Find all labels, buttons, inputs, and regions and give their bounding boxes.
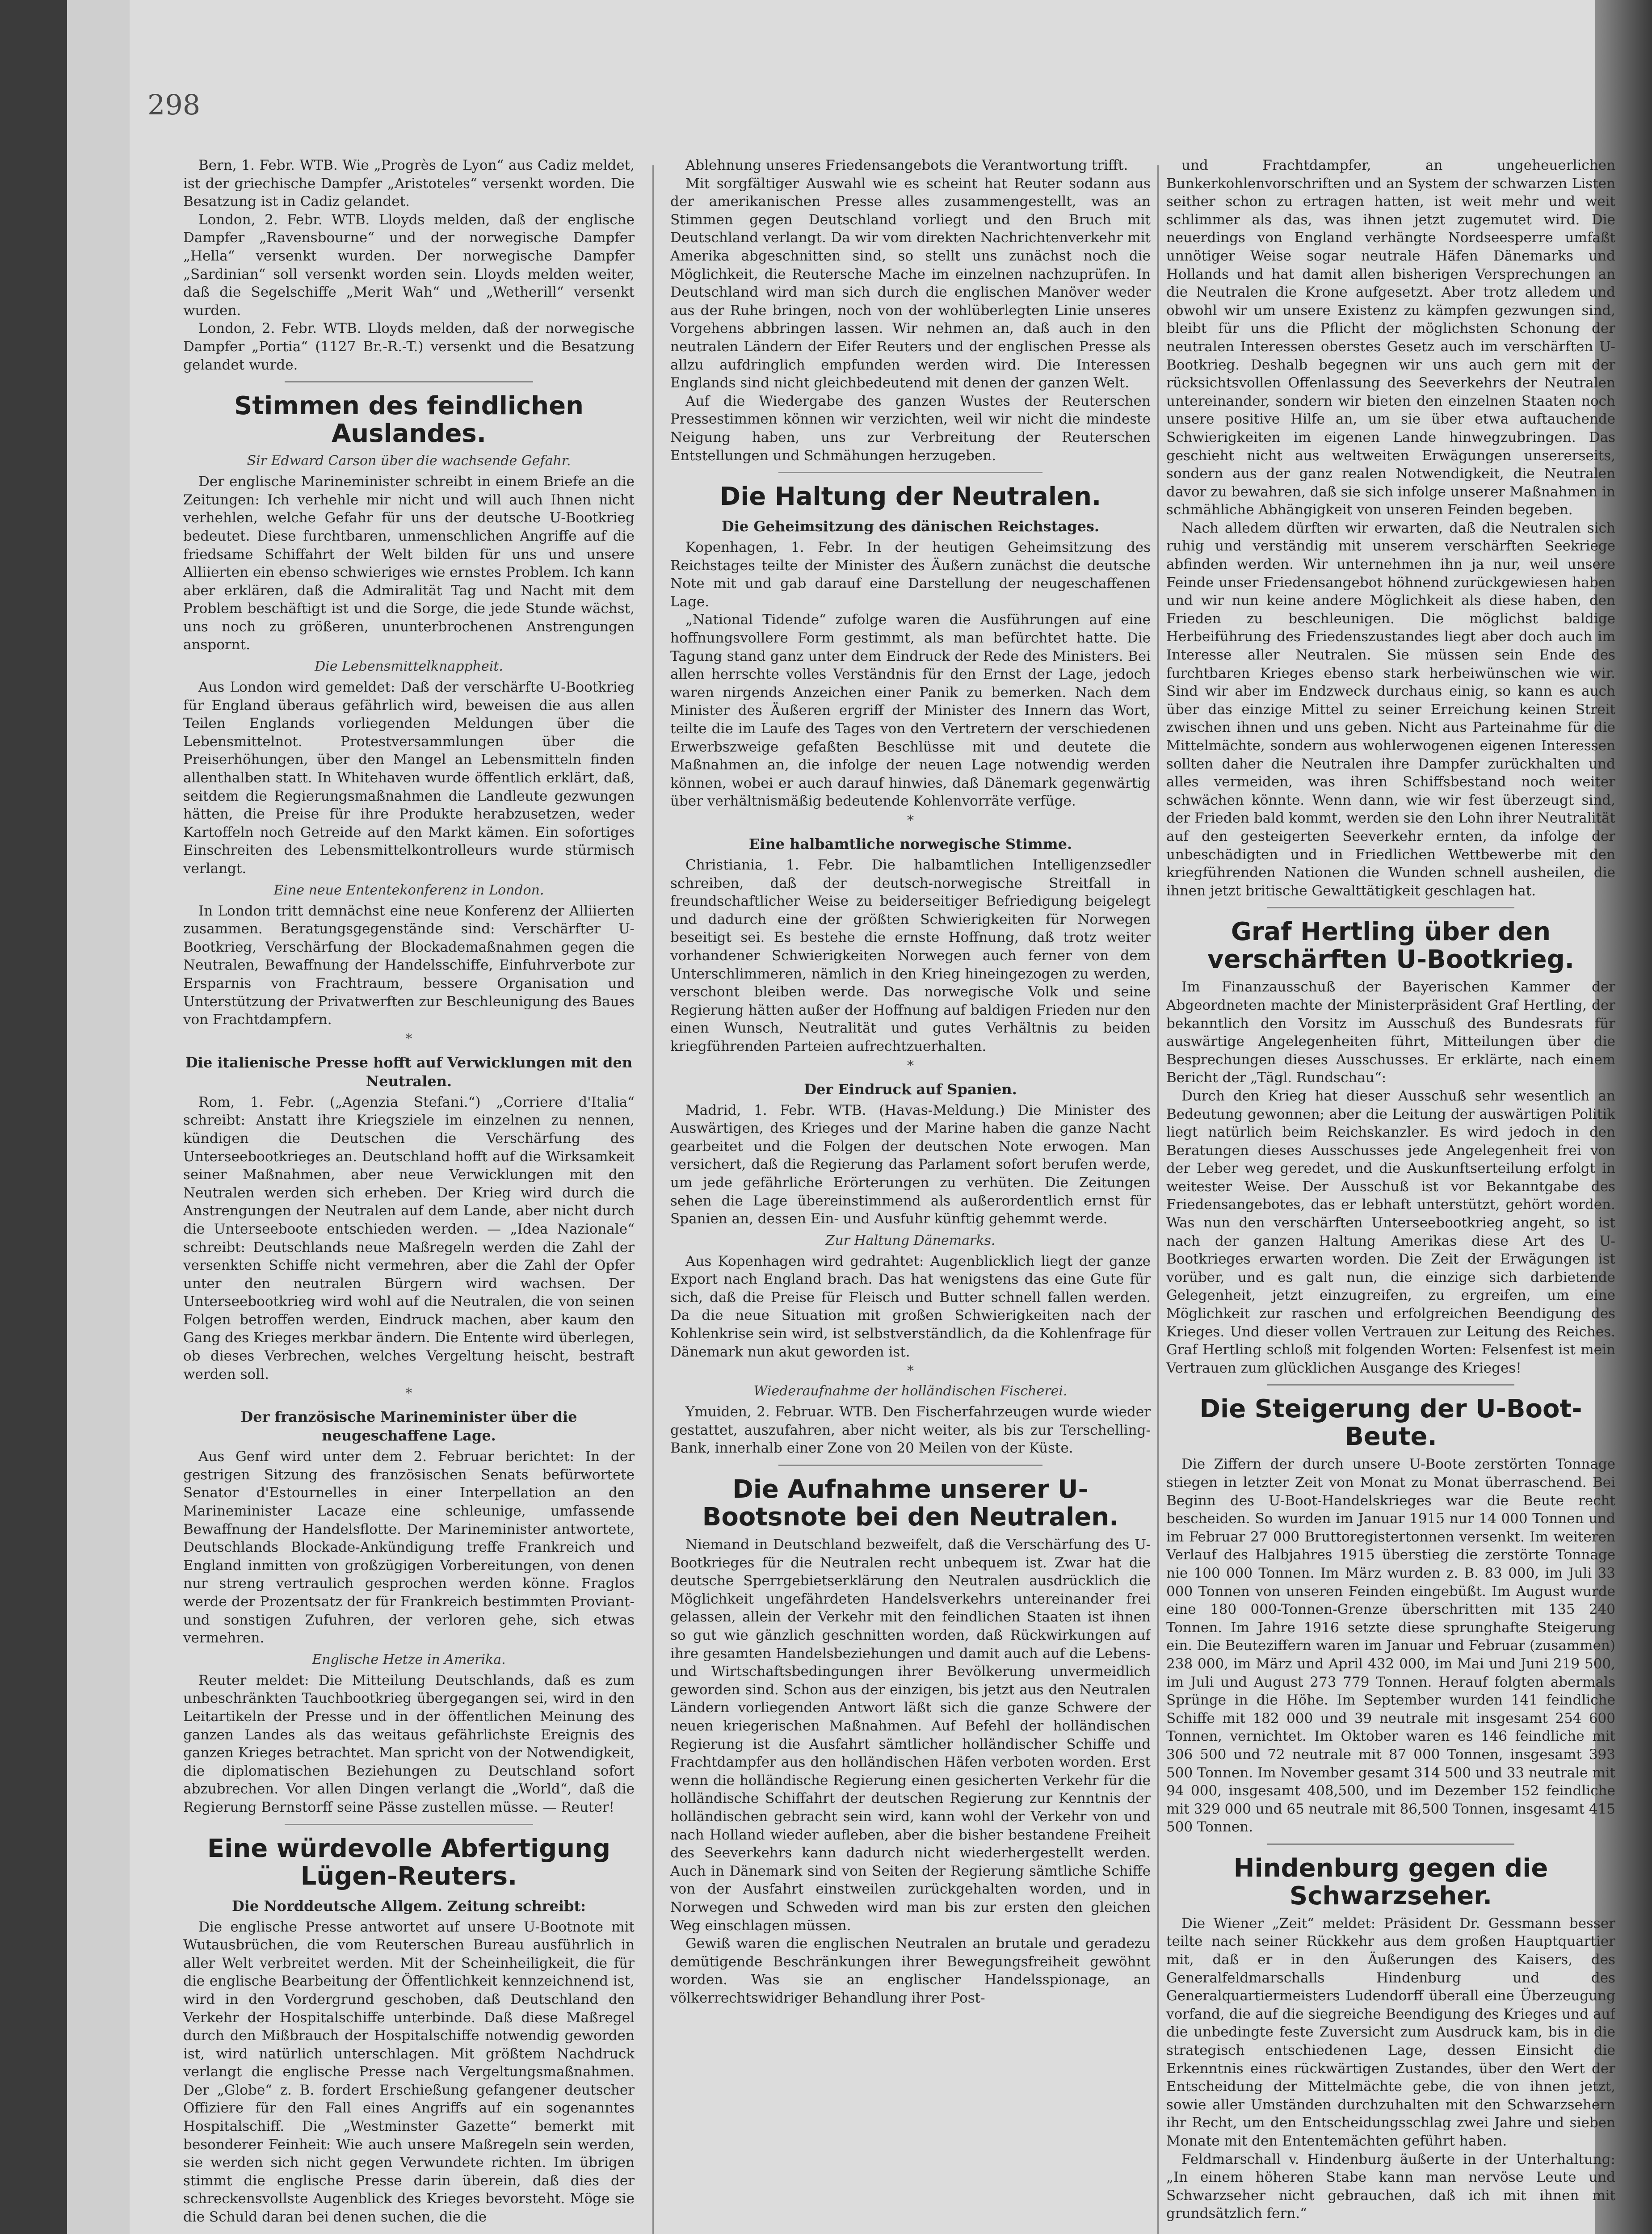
article-paragraph: Im Finanzausschuß der Bayerischen Kammer der Abgeordneten machte der Ministerpräsident Graf Hertling, der bekanntlich den Vorsitz im Ausschuß des Bundesrats für auswärtige Angelegenheiten führt, Mitteilungen über die Besprechungen dieses Ausschusses. Er erklärte, nach einem Bericht der „Tägl. Rundschau“:: [1166, 979, 1615, 1086]
article-paragraph: Durch den Krieg hat dieser Ausschuß sehr wesentlich an Bedeutung gewonnen; aber die Leitung der auswärtigen Politik liegt natürlich beim Reichskanzler. Es wird jedoch in den Beratungen dieses Ausschusses jede Angelegenheit frei von der Leber weg geredet, und die Auskunftserteilung erfolgt in weitester Weise. Der Ausschuß ist vor Bekanntgabe des Friedensangebotes, das er lebhaft unterstützt, gehört worden. Was nun den verschärften Unterseebootkrieg angeht, so ist nach der ganzen Haltung Amerikas diese Art des U-Bootkrieges erwarten worden. Die Zeit der Erwägungen ist vorüber, und es galt nun, die einzige sich darbietende Gelegenheit, jetzt einzugreifen, zu ergreifen, um eine Möglichkeit zur raschen und erfolgreichen Beendigung des Krieges. Und dieser vollen Vertrauen zur Leitung des Reiches. Graf Hertling schloß mit folgenden Worten: Felsenfest ist mein Vertrauen zum glücklichen Ausgange des Krieges!: [1166, 1088, 1615, 1376]
article-headline: Graf Hertling über den verschärften U-Bootkrieg.: [1207, 917, 1574, 974]
article-paragraph: Die Wiener „Zeit“ meldet: Präsident Dr. Gessmann besser teilte nach seiner Rückkehr aus dem großen Hauptquartier mit, daß er in den Äußerungen des Kaisers, des Generalfeldmarschalls Hindenburg und des Generalquartiermeisters Ludendorff überall eine Überzeugung vorfand, die auf die siegreiche Beendigung des Krieges und auf die unbedingte feste Zuversicht zum Ausdruck kam, bis in die strategisch entschiedenen Lage, dessen Einsicht die Erkenntnis eines rückwärtigen Zustandes, über den Wert der Entscheidung der Mittelmächte gebe, die von ihnen jetzt, sowie aller Umständen durchzuhalten mit den Schwarzsehern ihr Recht, um den Entscheidungsschlag zwei Jahre und sieben Monate mit den Ententemächten geführt haben.: [1166, 1915, 1615, 2149]
asterisk-divider: *: [907, 1058, 914, 1074]
article-paragraph: Niemand in Deutschland bezweifelt, daß die Verschärfung des U-Bootkrieges für die Neutralen recht unbequem ist. Zwar hat die deutsche Sperrgebietserklärung den Neutralen ausdrücklich die Möglichkeit ungefährdeten Handelsverkehrs untereinander frei gelassen, allein der Verkehr mit den feindlichen Staaten ist ihnen so gut wie gänzlich geschnitten worden, daß Rückwirkungen auf ihre gesamten Handelsbeziehungen und damit auch auf die Lebens- und Wirtschaftsbedingungen ihrer Bevölkerung unvermeidlich geworden sind. Schon aus der einzigen, bis jetzt aus den Neutralen Ländern vorliegenden Antwort läßt sich die ganze Schwere der neuen kriegerischen Maßnahmen. Auf Befehl der holländischen Regierung ist die Ausfahrt sämtlicher holländischer Schiffe und Frachtdampfer aus den holländischen Häfen verboten worden. Erst wenn die holländische Regierung einen gesicherten Verkehr für die holländische Schiffahrt der deutschen Regierung zur Kenntnis der holländischen gebracht sein wird, kann wohl der Verkehr von und nach Holland wieder aufleben, aber die bisher bestandene Freiheit des Seeverkehrs kann dadurch nicht wiederhergestellt werden. Auch in Dänemark sind von Seiten der Regierung sämtliche Schiffe von der Ausfahrt einstweilen zurückgehalten worden, und in Norwegen und Schweden wird man bis zur ersten den gleichen Weg einschlagen müssen.: [670, 1537, 1151, 1934]
section-separator: [1267, 1843, 1514, 1845]
article-headline: Die Haltung der Neutralen.: [719, 482, 1101, 512]
article-paragraph: London, 2. Febr. WTB. Lloyds melden, daß der norwegische Dampfer „Portia“ (1127 Br.-R.-T.) versenkt und die Besatzung gelandet wurde.: [183, 320, 635, 373]
article-paragraph: Aus London wird gemeldet: Daß der verschärfte U-Bootkrieg für England überaus gefährlich wird, beweisen die aus allen Teilen Englands vorliegenden Meldungen über die Lebensmittelnot. Protestversammlungen über die Preiserhöhungen, über den Mangel an Lebensmitteln finden allenthalben statt. In Whitehaven wurde öffentlich erklärt, daß, seitdem die Regierungsmaßnahmen die Landleute gezwungen hätten, die Preise für ihre Produkte herabzusetzen, weder Kartoffeln noch Getreide auf den Markt kämen. Ein sofortiges Einschreiten des Lebensmittelkontrolleurs wurde stürmisch verlangt.: [183, 679, 635, 877]
article-paragraph: Madrid, 1. Febr. WTB. (Havas-Meldung.) Die Minister des Auswärtigen, des Krieges und der Marine haben die ganze Nacht gearbeitet und die Folgen der deutschen Note erwogen. Man versichert, daß die Regierung das Parlament sofort berufen werde, um jede gefährliche Erörterungen zu verhüten. Die Zeitungen sehen die Lage übereinstimmend als außerordentlich ernst für Spanien an, dessen Ein- und Ausfuhr künftig gehemmt werde.: [670, 1102, 1151, 1227]
asterisk-divider: *: [405, 1031, 412, 1047]
article-paragraph: Mit sorgfältiger Auswahl wie es scheint hat Reuter sodann aus der amerikanischen Presse alles zusammengestellt, was an Stimmen gegen Deutschland vorliegt und den Bruch mit Deutschland verlangt. Da wir vom direkten Nachrichtenverkehr mit Amerika abgeschnitten sind, so stellt uns zunächst noch die Möglichkeit, die Reutersche Mache im einzelnen nachzuprüfen. In Deutschland wird man sich durch die englischen Manöver weder aus der Ruhe bringen, noch von der wohlüberlegten Linie unseres Vorgehens abbringen lassen. Wir nehmen an, daß auch in den neutralen Ländern der Eifer Reuters und der englischen Presse als allzu aufdringlich empfunden werden wird. Die Interessen Englands sind nicht gleichbedeutend mit denen der ganzen Welt.: [670, 175, 1151, 391]
article-subheadline: Der französische Marineminister über die neugeschaffene Lage.: [240, 1408, 577, 1445]
asterisk-divider: *: [907, 1363, 914, 1379]
column-1: [183, 156, 635, 2234]
article-paragraph: Rom, 1. Febr. („Agenzia Stefani.“) „Corriere d'Italia“ schreibt: Anstatt ihre Kriegsziele im einzelnen zu nennen, kündigen die Deutschen die Verschärfung des Unterseebootkrieges an. Deutschland hofft auf die Wirksamkeit seiner Maßnahmen, aber neue Verwicklungen mit den Neutralen werden sich erheben. Der Krieg wird durch die Anstrengungen der Neutralen auf dem Lande, aber nicht durch die Unterseeboote entschieden werden. — „Idea Nazionale“ schreibt: Deutschlands neue Maßregeln werden die Zahl der versenkten Schiffe nicht vermehren, aber die Zahl der Opfer unter den neutralen Bürgern wird wachsen. Der Unterseebootkrieg wird wohl auf die Neutralen, die von seinen Folgen betroffen werden, Eindruck machen, aber kaum den Gang des Krieges merkbar ändern. Die Entente wird überlegen, ob dieses Verbrechen, welches Vergeltung heischt, bestraft werden soll.: [183, 1094, 635, 1382]
section-separator: [285, 1824, 533, 1825]
column-2: [670, 156, 1151, 2234]
article-headline: Die Aufnahme unserer U-Bootsnote bei den Neutralen.: [702, 1475, 1119, 1532]
article-subheadline: Die Norddeutsche Allgem. Zeitung schreibt:: [231, 1897, 586, 1915]
section-heading: Die Lebensmittelknappheit.: [315, 659, 503, 675]
article-paragraph: Ymuiden, 2. Februar. WTB. Den Fischerfahrzeugen wurde wieder gestattet, auszufahren, aber nicht weiter, als bis zur Terschelling-Bank, innerhalb einer Zone von 20 Meilen von der Küste.: [670, 1404, 1151, 1457]
article-paragraph: Aus Kopenhagen wird gedrahtet: Augenblicklich liegt der ganze Export nach England brach. Das hat wenigstens das eine Gute für sich, daß die Preise für Fleisch und Butter schnell fallen werden. Da die neue Situation mit großen Schwierigkeiten nach der Kohlenkrise sein wird, ist selbstverständlich, da die Kohlenfrage für Dänemark nun akut geworden ist.: [670, 1253, 1151, 1360]
article-paragraph: In London tritt demnächst eine neue Konferenz der Alliierten zusammen. Beratungsgegenstände sind: Verschärfter U-Bootkrieg, Verschärfung der Blockademaßnahmen gegen die Neutralen, Bewaffnung der Handelsschiffe, Einfuhrverbote zur Ersparnis von Frachtraum, bessere Organisation und Unterstützung der Privatwerften zur Beschleunigung des Baues von Frachtdampfern.: [183, 903, 635, 1028]
article-paragraph: Aus Genf wird unter dem 2. Februar berichtet: In der gestrigen Sitzung des französischen Senats befürwortete Senator d'Estournelles in einer Interpellation an den Marineminister Lacaze eine schleunige, umfassende Bewaffnung der Handelsflotte. Der Marineminister antwortete, Deutschlands Blockade-Ankündigung treffe Frankreich und England inmitten von großzügigen Vorbereitungen, von denen nur streng vertraulich gesprochen werden könne. Fraglos werde der Prozentsatz der für Frankreich bestimmten Proviant- und sonstigen Zufuhren, der verloren gehe, sich etwas vermehren.: [183, 1449, 635, 1646]
article-subheadline: Die Geheimsitzung des dänischen Reichstages.: [721, 518, 1100, 535]
column-rule: [1157, 165, 1159, 2234]
article-subheadline: Der Eindruck auf Spanien.: [804, 1080, 1017, 1098]
article-paragraph: Christiania, 1. Febr. Die halbamtlichen Intelligenzsedler schreiben, daß der deutsch-norwegische Streitfall in freundschaftlicher Weise zu beiderseitiger Befriedigung beigelegt und dadurch eine der größten Schwierigkeiten für Norwegen beseitigt sei. Es bestehe die ernste Hoffnung, daß trotz weiter vorhandener Schwierigkeiten Norwegen auch ferner von dem Unterschlimmeren, nämlich in den Krieg hineingezogen zu werden, verschont bleiben werde. Das norwegische Volk und seine Regierung hätten außer der Hoffnung auf baldigen Frieden nur den einen Wunsch, Neutralität und gutes Verhältnis zu beiden kriegführenden Parteien aufrechtzuerhalten.: [670, 857, 1151, 1054]
section-heading: Sir Edward Carson über die wachsende Gefahr.: [247, 453, 571, 469]
article-headline: Die Steigerung der U-Boot-Beute.: [1199, 1394, 1582, 1452]
article-paragraph: London, 2. Febr. WTB. Lloyds melden, daß der englische Dampfer „Ravensbourne“ und der norwegische Dampfer „Hella“ versenkt wurden. Der norwegische Dampfer „Sardinian“ soll versenkt worden sein. Lloyds melden weiter, daß die Segelschiffe „Merit Wah“ und „Wetherill“ versenkt wurden.: [183, 211, 635, 319]
column-rule: [652, 165, 654, 2234]
asterisk-divider: *: [405, 1386, 412, 1402]
article-headline: Hindenburg gegen die Schwarzseher.: [1233, 1853, 1548, 1911]
article-paragraph: Die Ziffern der durch unsere U-Boote zerstörten Tonnage stiegen in letzter Zeit von Monat zu Monat überraschend. Bei Beginn des U-Boot-Handelskrieges war die Beute recht bescheiden. So wurden im Januar 1915 nur 14 000 Tonnen und im Februar 27 000 Bruttoregistertonnen versenkt. Im weiteren Verlauf des Halbjahres 1915 überstieg die zerstörte Tonnage nie 100 000 Tonnen. Im März wurden z. B. 83 000, im Juli 33 000 Tonnen von unseren Feinden eingebüßt. Im August wurde eine 180 000-Tonnen-Grenze überschritten mit 135 240 Tonnen. Im Jahre 1916 setzte diese sprunghafte Steigerung ein. Die Beuteziffern waren im Januar und Februar (zusammen) 238 000, im März und April 432 000, im Mai und Juni 219 500, im Juli und August 273 779 Tonnen. Herauf folgten abermals Sprünge in die Höhe. Im September wurden 141 feindliche Schiffe mit 182 000 und 39 neutrale mit insgesamt 254 600 Tonnen, vernichtet. Im Oktober waren es 146 feindliche mit 306 500 und 72 neutrale mit 87 000 Tonnen, insgesamt 393 500 Tonnen. Im November gesamt 314 500 und 33 neutrale mit 94 000, insgesamt 408,500, und im Dezember 152 feindliche mit 329 000 und 65 neutrale mit 86,500 Tonnen, insgesamt 415 500 Tonnen.: [1166, 1456, 1615, 1835]
column-3: [1166, 156, 1615, 2234]
article-paragraph: Bern, 1. Febr. WTB. Wie „Progrès de Lyon“ aus Cadiz meldet, ist der griechische Dampfer „Aristoteles“ versenkt worden. Die Besatzung ist in Cadiz gelandet.: [183, 157, 635, 210]
article-subheadline: Die italienische Presse hofft auf Verwicklungen mit den Neutralen.: [185, 1054, 633, 1090]
binding-margin: [67, 0, 130, 2234]
article-paragraph: Nach alledem dürften wir erwarten, daß die Neutralen sich ruhig und verständig mit unserem verschärften Seekriege abfinden werden. Wir unternehmen ihn ja nur, weil unsere Feinde unser Friedensangebot höhnend zurückgewiesen haben und wir nun keine andere Möglichkeit als diese haben, den Frieden zu beschleunigen. Die möglichst baldige Herbeiführung des Friedenszustandes liegt aber doch auch im Interesse aller Neutralen. Sie müssen sein Ende des furchtbaren Krieges ebenso stark herbeiwünschen wie wir. Sind wir aber im Endzweck durchaus einig, so kann es auch über das einzige Mittel zu seiner Erreichung keinen Streit zwischen ihnen und uns geben. Nicht aus Parteinahme für die Mittelmächte, sondern aus wohlerwogenen eigenen Interessen sollten daher die Neutralen ihre Dampfer zurückhalten und alles vermeiden, was ihren Schiffsbestand noch weiter schwächen könnte. Wenn dann, wie wir fest überzeugt sind, der Frieden bald kommt, werden sie den Lohn ihrer Neutralität auf den gesteigerten Seeverkehr ernten, da infolge der unbeschädigten und in Friedlichen Wettbewerbe mit den kriegführenden Nationen die Wunden schnell ausheilen, die ihnen jetzt britische Gewalttätigkeit geschlagen hat.: [1166, 520, 1615, 899]
article-paragraph: „National Tidende“ zufolge waren die Ausführungen auf eine hoffnungsvollere Form gestimmt, als man befürchtet hatte. Die Tagung stand ganz unter dem Eindruck der Rede des Ministers. Bei allen herrschte volles Verständnis für den Ernst der Lage, jedoch waren nirgends Anzeichen einer Panik zu bemerken. Nach dem Minister des Äußeren ergriff der Minister des Innern das Wort, teilte die im Laufe des Tages von den Vertretern der verschiedenen Erwerbszweige gefaßten Beschlüsse mit und deutete die Maßnahmen an, die infolge der neuen Lage notwendig werden können, wobei er auch darauf hinwies, daß Dänemark gegenwärtig über verhältnismäßig bedeutende Kohlenvorräte verfüge.: [670, 612, 1151, 810]
asterisk-divider: *: [907, 813, 914, 828]
article-headline: Stimmen des feindlichen Auslandes.: [234, 391, 584, 449]
section-heading: Eine neue Ententekonferenz in London.: [273, 882, 544, 898]
section-separator: [778, 1465, 1042, 1466]
article-paragraph: und Frachtdampfer, an ungeheuerlichen Bunkerkohlenvorschriften und an System der schwarzen Listen seither schon zu ertragen hatten, ist weit mehr und weit schlimmer als das, was ihnen jetzt zugemutet wird. Die neuerdings von England verhängte Nordseesperre umfaßt unnötiger Weise sogar neutrale Häfen Dänemarks und Hollands und hat damit allen bisherigen Versprechungen an die Neutralen die Krone aufgesetzt. Aber trotz alledem und obwohl wir um unsere Existenz zu kämpfen gezwungen sind, bleibt für uns die Pflicht der möglichsten Schonung der neutralen Interessen oberstes Gesetz auch im verschärften U-Bootkrieg. Deshalb begegnen wir uns auch gern mit der rücksichtsvollen Offenlassung des Seeverkehrs der Neutralen untereinander, sondern wir bieten den einzelnen Staaten noch unsere positive Hilfe an, um sie über etwa auftauchende Schwierigkeiten im eigenen Lande hinwegzubringen. Das geschieht nicht aus weltweiten Erwägungen unsererseits, sondern aus der ganz realen Notwendigkeit, die Neutralen davor zu bewahren, daß sie sich infolge unserer Maßnahmen in schmähliche Abhängigkeit von unseren Feinden begeben.: [1166, 157, 1615, 518]
article-paragraph: Reuter meldet: Die Mitteilung Deutschlands, daß es zum unbeschränkten Tauchbootkrieg übergegangen sei, wird in den Leitartikeln der Presse und in der öffentlichen Meinung des ganzen Landes als das weitaus gefährlichste Ereignis des ganzen Krieges betrachtet. Man spricht von der Notwendigkeit, die diplomatischen Beziehungen zu Deutschland sofort abzubrechen. Vor allen Dingen verlangt die „World“, daß die Regierung Bernstorff seine Pässe zustellen müsse. — Reuter!: [183, 1672, 635, 1815]
article-paragraph: Ablehnung unseres Friedensangebots die Verantwortung trifft.: [685, 157, 1128, 173]
page-number: 298: [147, 88, 201, 121]
section-heading: Englische Hetze in Amerika.: [312, 1651, 506, 1667]
article-subheadline: Eine halbamtliche norwegische Stimme.: [748, 836, 1072, 852]
article-paragraph: Gewiß waren die englischen Neutralen an brutale und geradezu demütigende Beschränkungen ihrer Bewegungsfreiheit gewöhnt worden. Was sie an englischer Handelsspionage, an völkerrechtswidriger Behandlung ihrer Post-: [670, 1936, 1151, 2006]
article-paragraph: Kopenhagen, 1. Febr. In der heutigen Geheimsitzung des Reichstages teilte der Minister des Äußern zunächst die deutsche Note mit und gab darauf eine Darstellung der neugeschaffenen Lage.: [670, 539, 1151, 610]
article-paragraph: Die englische Presse antwortet auf unsere U-Bootnote mit Wutausbrüchen, die vom Reuterschen Bureau ausführlich in aller Welt verbreitet werden. Mit der Scheinheiligkeit, die für die englische Bearbeitung der Öffentlichkeit kennzeichnend ist, wird in den Vordergrund geschoben, daß Deutschland den Verkehr der Hospitalschiffe unterbinde. Daß diese Maßregel durch den Mißbrauch der Hospitalschiffe notwendig geworden ist, wird natürlich unterschlagen. Mit größtem Nachdruck verlangt die englische Presse nach Vergeltungsmaßnahmen. Der „Globe“ z. B. fordert Erschießung gefangener deutscher Offiziere für den Fall eines Angriffs auf ein sogenanntes Hospitalschiff. Die „Westminster Gazette“ bemerkt mit besonderer Feinheit: Wie auch unsere Maßregeln sein werden, sie werden sich nicht gegen Verwundete richten. Im übrigen stimmt die englische Presse darin überein, daß dies der schreckensvollste Augenblick des Krieges bevorsteht. Möge sie die Schuld daran bei denen suchen, die die: [183, 1919, 635, 2226]
article-paragraph: Feldmarschall v. Hindenburg äußerte in der Unterhaltung: „In einem höheren Stabe kann man nervöse Leute und Schwarzseher nicht gebrauchen, daß ich mit ihnen mit grundsätzlich fern.“: [1166, 2151, 1615, 2222]
section-separator: [778, 472, 1042, 473]
article-paragraph: Der englische Marineminister schreibt in einem Briefe an die Zeitungen: Ich verhehle mir nicht und will auch Ihnen nicht verhehlen, welche Gefahr für uns der deutsche U-Bootkrieg bedeutet. Diese furchtbaren, unmenschlichen Angriffe auf die friedsame Schiffahrt der Welt bilden für uns und unsere Alliierten ein ebenso schwieriges wie ernstes Problem. Ich kann aber erklären, daß die Admiralität Tag und Nacht mit dem Problem beschäftigt ist und die Sorge, die jede Stunde wächst, uns noch zu größeren, ununterbrochenen Anstrengungen anspornt.: [183, 474, 635, 653]
article-paragraph: Auf die Wiedergabe des ganzen Wustes der Reuterschen Pressestimmen können wir verzichten, weil wir nicht die mindeste Neigung haben, uns zur Verbreitung der Reuterschen Entstellungen und Schmähungen herzugeben.: [670, 393, 1151, 464]
article-headline: Eine würdevolle Abfertigung Lügen-Reuters.: [207, 1834, 611, 1891]
section-separator: [1267, 907, 1514, 908]
section-heading: Zur Haltung Dänemarks.: [825, 1232, 996, 1248]
section-heading: Wiederaufnahme der holländischen Fischerei.: [753, 1383, 1068, 1399]
section-separator: [1267, 1384, 1514, 1386]
section-separator: [285, 381, 533, 382]
